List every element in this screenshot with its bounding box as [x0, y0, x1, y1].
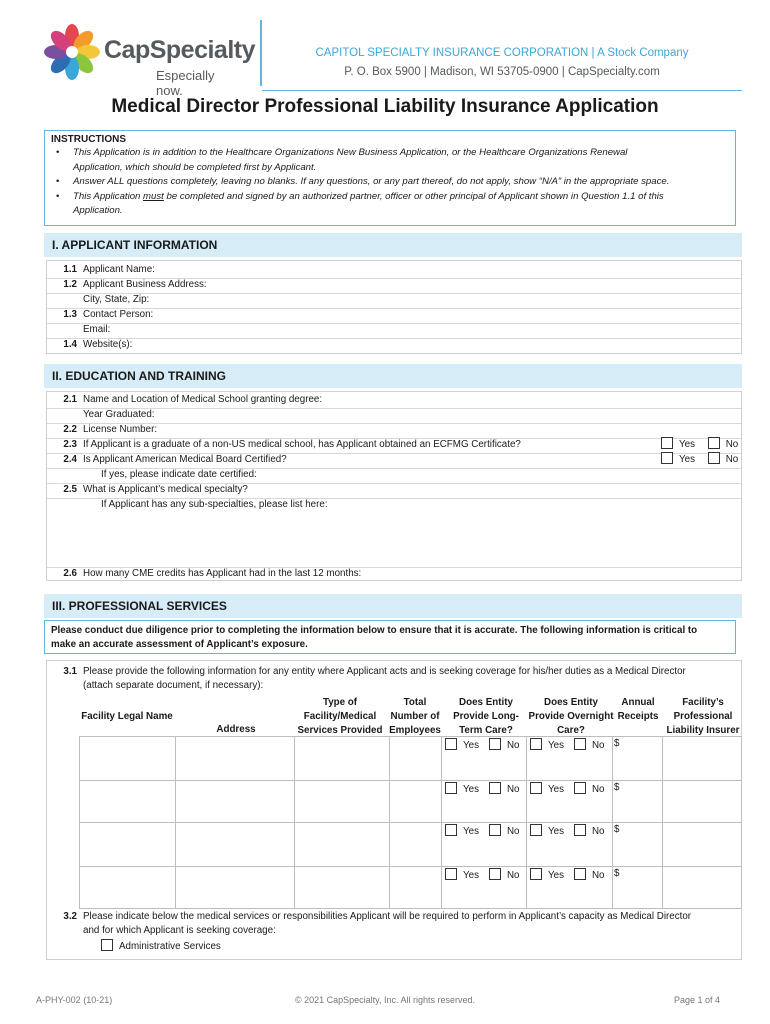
col-address: Address — [216, 724, 256, 735]
facility-row-3-ltc: Yes No — [445, 824, 530, 837]
q2-4-date-certified[interactable]: If yes, please indicate date certified: — [101, 469, 257, 480]
facility-row-1-overnight: Yes No — [530, 738, 615, 751]
q2-4-board-certified-question: 2.4 Is Applicant American Medical Board Certified? — [63, 454, 287, 465]
q2-4-no-checkbox[interactable] — [708, 452, 720, 464]
row3-overnight-yes-checkbox[interactable] — [530, 824, 542, 836]
col-total-employees: Total Number of Employees — [389, 697, 441, 736]
option-administrative-services[interactable]: Administrative Services — [101, 939, 231, 952]
col-long-term-care: Does Entity Provide Long-Term Care? — [453, 697, 519, 736]
row3-ltc-no-checkbox[interactable] — [489, 824, 501, 836]
footer-page-number: Page 1 of 4 — [674, 995, 721, 1005]
q2-2-license-number[interactable]: 2.2 License Number: — [63, 424, 158, 435]
header-divider-horizontal — [262, 90, 742, 91]
facility-row-1-ltc: Yes No — [445, 738, 530, 751]
facility-row-2-ltc: Yes No — [445, 782, 530, 795]
row2-ltc-no-checkbox[interactable] — [489, 782, 501, 794]
row2-ltc-yes-checkbox[interactable] — [445, 782, 457, 794]
facility-row-2-overnight: Yes No — [530, 782, 615, 795]
q1-2-business-address[interactable]: 1.2 Applicant Business Address: — [63, 279, 207, 290]
row2-overnight-no-checkbox[interactable] — [574, 782, 586, 794]
row1-receipts-currency: $ — [614, 738, 620, 749]
row4-ltc-yes-checkbox[interactable] — [445, 868, 457, 880]
row2-overnight-yes-checkbox[interactable] — [530, 782, 542, 794]
q1-3-contact-person[interactable]: 1.3 Contact Person: — [63, 309, 154, 320]
row4-ltc-no-checkbox[interactable] — [489, 868, 501, 880]
row1-overnight-yes-checkbox[interactable] — [530, 738, 542, 750]
page-header — [0, 0, 770, 98]
q2-5-sub-specialties[interactable]: If Applicant has any sub-specialties, please list here: — [101, 499, 328, 510]
q2-1-year-graduated[interactable]: Year Graduated: — [83, 409, 155, 420]
row1-ltc-no-checkbox[interactable] — [489, 738, 501, 750]
q3-2-question-cont: and for which Applicant is seeking coverage: — [83, 925, 276, 936]
brand-name: CapSpecialty — [104, 36, 256, 64]
administrative-services-checkbox[interactable] — [101, 939, 113, 951]
q2-3-no-checkbox[interactable] — [708, 437, 720, 449]
q1-2-city-state-zip[interactable]: City, State, Zip: — [83, 294, 150, 305]
q2-3-ecfmg-question: 2.3 If Applicant is a graduate of a non-US medical school, has Applicant obtained an ECFMG Certificate? — [63, 439, 521, 450]
row4-overnight-no-checkbox[interactable] — [574, 868, 586, 880]
professional-services-box — [46, 660, 742, 960]
row4-overnight-yes-checkbox[interactable] — [530, 868, 542, 880]
facility-row-3-overnight: Yes No — [530, 824, 615, 837]
col-facility-type: Type of Facility/Medical Services Provided — [297, 697, 383, 736]
instruction-item: • Answer ALL questions completely, leaving no blanks. If any questions, or any part thereof, do not apply, show “N/A” in the appropriate space. — [51, 175, 729, 190]
q1-3-email[interactable]: Email: — [83, 324, 111, 335]
education-training-box — [46, 391, 742, 581]
company-line: CAPITOL SPECIALTY INSURANCE CORPORATION | A Stock Company — [315, 47, 689, 59]
row3-receipts-currency: $ — [614, 824, 620, 835]
row3-ltc-yes-checkbox[interactable] — [445, 824, 457, 836]
q3-1-question: 3.1 Please provide the following information for any entity where Applicant acts and is seeking coverage for his/her duties as a Medical Director — [63, 666, 686, 677]
q2-4-yes-no: Yes No — [661, 452, 748, 465]
row4-receipts-currency: $ — [614, 868, 620, 879]
q3-2-question: 3.2 Please indicate below the medical services or responsibilities Applicant will be required to perform in Applicant’s capacity as Medical Director — [63, 911, 692, 922]
brand-tagline: Especially now. — [156, 68, 215, 98]
address-line: P. O. Box 5900 | Madison, WI 53705-0900 | CapSpecialty.com — [344, 66, 660, 78]
section-professional-services: III. PROFESSIONAL SERVICES — [44, 594, 742, 618]
col-overnight-care: Does Entity Provide Overnight Care? — [528, 697, 614, 736]
instruction-item: • This Application must be completed and signed by an authorized partner, officer or other principal of Applicant shown in Question 1.1 of this Application. — [51, 190, 729, 219]
section-education-training: II. EDUCATION AND TRAINING — [44, 364, 742, 388]
q2-4-yes-checkbox[interactable] — [661, 452, 673, 464]
facility-row-4-overnight: Yes No — [530, 868, 615, 881]
page-title: Medical Director Professional Liability Insurance Application — [111, 96, 659, 117]
row2-receipts-currency: $ — [614, 782, 620, 793]
q2-5-medical-specialty[interactable]: 2.5 What is Applicant’s medical specialty? — [63, 484, 248, 495]
q1-4-websites[interactable]: 1.4 Website(s): — [63, 339, 133, 350]
q2-3-yes-no: Yes No — [661, 437, 748, 450]
instructions-box — [44, 130, 736, 226]
footer-copyright: © 2021 CapSpecialty, Inc. All rights reserved. — [294, 995, 476, 1005]
instruction-item: • This Application is in addition to the Healthcare Organizations New Business Application, or the Healthcare Organizations Renewal Application, which should be completed first by Applicant. — [51, 146, 729, 175]
col-liability-insurer: Facility’s Professional Liability Insurer — [666, 697, 740, 736]
facility-row-4-ltc: Yes No — [445, 868, 530, 881]
q3-1-question-cont: (attach separate document, if necessary): — [83, 680, 264, 691]
instructions-heading: INSTRUCTIONS — [51, 134, 126, 145]
footer-form-id: A-PHY-002 (10-21) — [36, 995, 113, 1005]
q2-1-medical-school[interactable]: 2.1 Name and Location of Medical School granting degree: — [63, 394, 323, 405]
q2-3-yes-checkbox[interactable] — [661, 437, 673, 449]
row1-overnight-no-checkbox[interactable] — [574, 738, 586, 750]
applicant-information-box — [46, 260, 742, 354]
due-diligence-notice: Please conduct due diligence prior to completing the information below to ensure that it is accurate. The following information is critical to make an accurate assessment of Applicant’s exposure. — [44, 620, 736, 654]
q1-1-applicant-name[interactable]: 1.1 Applicant Name: — [63, 264, 155, 275]
section-applicant-information: I. APPLICANT INFORMATION — [44, 233, 742, 257]
col-annual-receipts: Annual Receipts — [617, 697, 659, 722]
col-facility-legal-name: Facility Legal Name — [81, 711, 173, 722]
q2-6-cme-credits[interactable]: 2.6 How many CME credits has Applicant had in the last 12 months: — [63, 568, 362, 579]
row3-overnight-no-checkbox[interactable] — [574, 824, 586, 836]
row1-ltc-yes-checkbox[interactable] — [445, 738, 457, 750]
